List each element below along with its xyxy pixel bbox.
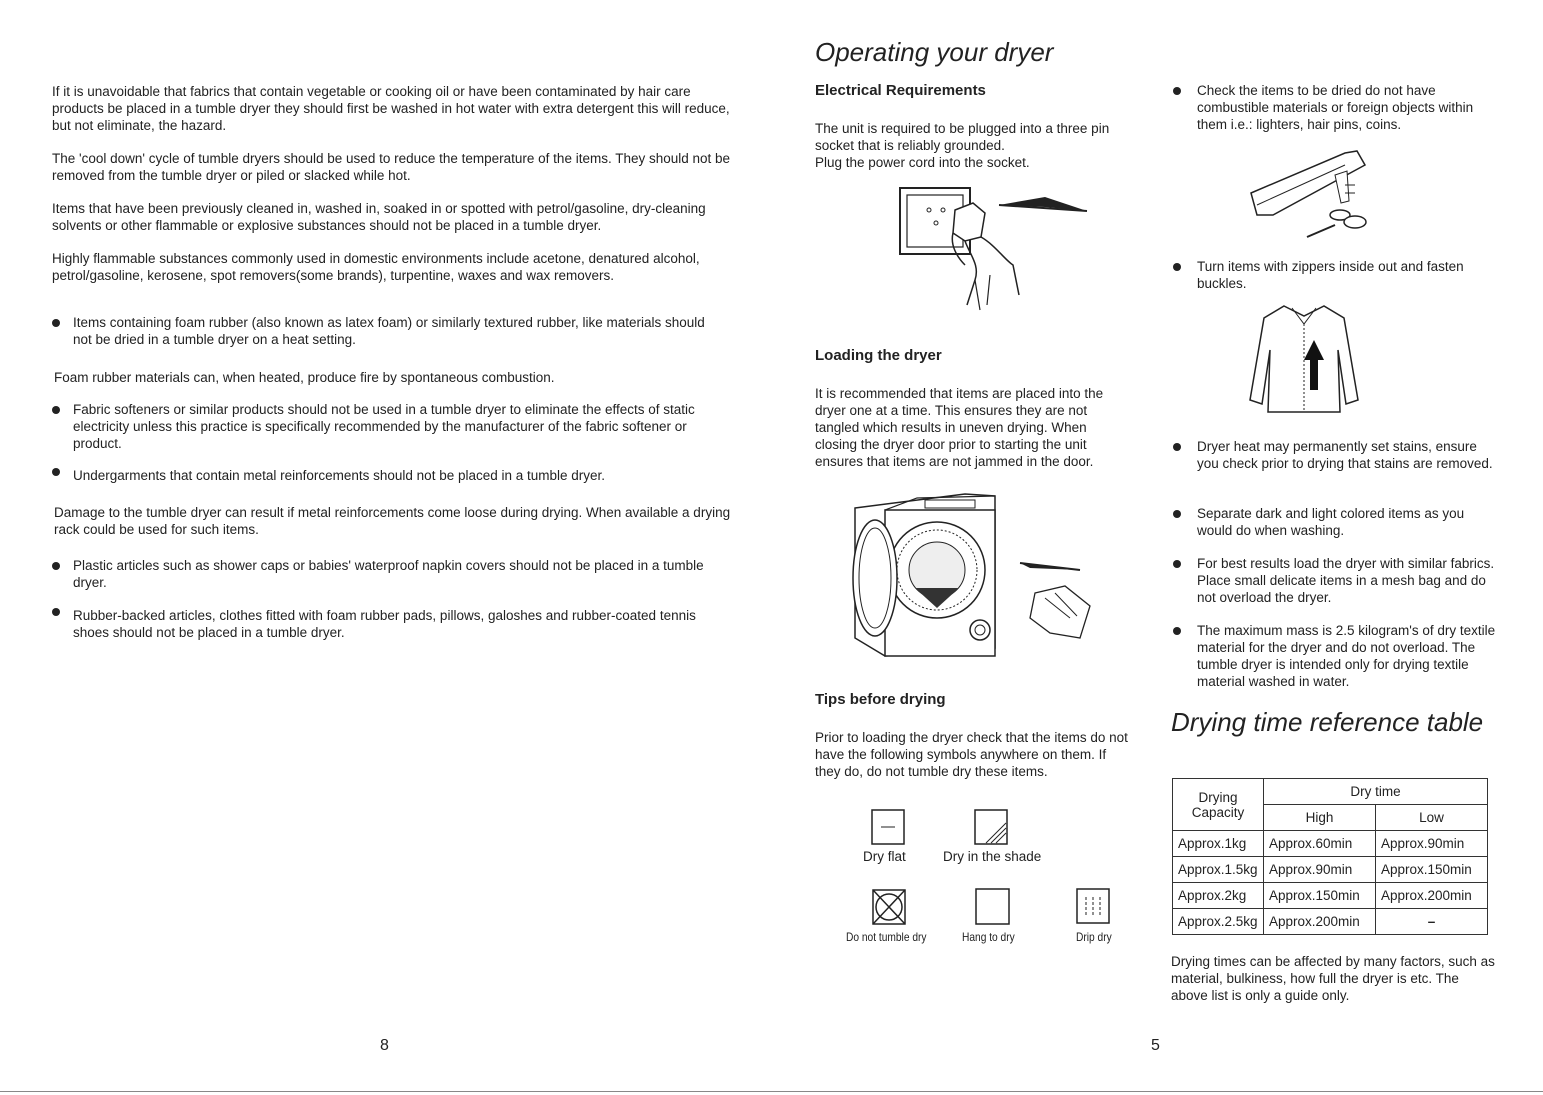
right-page-number: 5 [1151,1037,1160,1054]
note-metal-reinforcements: Damage to the tumble dryer can result if metal reinforcements come loose during drying. When available a drying rack could be used for such items. [54,505,731,537]
electrical-heading: Electrical Requirements [815,82,986,99]
table-row: Approx.1kg Approx.60min Approx.90min [1173,831,1488,857]
bullet-check-items: Check the items to be dried do not have combustible materials or foreign objects within them i.e.: lighters, hair pins, coins. [1173,82,1493,133]
table-row: Approx.2kg Approx.150min Approx.200min [1173,883,1488,909]
bullet-stains: Dryer heat may permanently set stains, ensure you check prior to drying that stains are removed. [1173,438,1493,489]
bullet-dot-icon [1173,560,1181,568]
note-foam-rubber: Foam rubber materials can, when heated, produce fire by spontaneous combustion. [54,370,555,385]
header-dry-time: Dry time [1264,779,1488,805]
dryer-loading-illustration [845,488,1100,663]
bullet-dot-icon [52,468,60,476]
table-row: Approx.2.5kg Approx.200min – [1173,909,1488,935]
bullet-separate-colors: Separate dark and light colored items as you would do when washing. [1173,505,1493,539]
electrical-text-plug: Plug the power cord into the socket. [815,155,1030,170]
header-low: Low [1376,805,1488,831]
hang-to-dry-label: Hang to dry [962,930,1015,944]
bullet-dot-icon [1173,263,1181,271]
bullet-dot-icon [52,406,60,414]
left-page-number: 8 [380,1037,389,1054]
table-row: Approx.1.5kg Approx.90min Approx.150min [1173,857,1488,883]
table-title: Drying time reference table [1171,707,1484,737]
bullet-plastic-articles: Plastic articles such as shower caps or babies' waterproof napkin covers should not be placed in a tumble dryer. [52,557,732,591]
bullet-zippers: Turn items with zippers inside out and fasten buckles. [1173,258,1493,292]
left-paragraph-flammable: Highly flammable substances commonly used in domestic environments include acetone, denatured alcohol, petrol/gasoline, kerosene, spot removers(some brands), turpentine, waxes and wax removers. [52,251,700,283]
left-paragraph-oil: If it is unavoidable that fabrics that contain vegetable or cooking oil or have been contaminated by hair care products be placed in a tumble dryer they should first be washed in hot water with extra detergent this will reduce, but not eliminate, the hazard. [52,84,730,133]
page-title: Operating your dryer [815,37,1054,67]
do-not-tumble-dry-label: Do not tumble dry [846,930,927,944]
bullet-dot-icon [1173,443,1181,451]
left-paragraph-cool-down: The 'cool down' cycle of tumble dryers should be used to reduce the temperature of the items. They should not be removed from the tumble dryer or piled or slacked while hot. [52,151,731,183]
dry-flat-label: Dry flat [863,849,906,864]
bullet-dot-icon [52,319,60,327]
bullet-best-results: For best results load the dryer with similar fabrics. Place small delicate items in a mesh bag and do not overload the dryer. [1173,555,1503,606]
bullet-rubber-backed: Rubber-backed articles, clothes fitted with foam rubber pads, pillows, galoshes and rubber-coated tennis shoes should not be placed in a tumble dryer. [52,607,742,641]
bullet-dot-icon [52,562,60,570]
pocket-objects-illustration [1245,145,1375,245]
page-bottom-rule [0,1091,1543,1092]
left-paragraph-solvents: Items that have been previously cleaned in, washed in, soaked in or spotted with petrol/gasoline, dry-cleaning solvents or other flammable or explosive substances should not be placed in a tumble dryer. [52,201,706,233]
bullet-fabric-softeners: Fabric softeners or similar products should not be used in a tumble dryer to eliminate the effects of static electricity unless this practice is specifically recommended by the manufacturer of the fabric softener or product. [52,401,742,452]
bullet-undergarments: Undergarments that contain metal reinforcements should not be placed in a tumble dryer. [52,467,732,484]
loading-heading: Loading the dryer [815,347,942,364]
dry-in-shade-symbol-icon [974,809,1008,845]
drip-dry-label: Drip dry [1076,930,1112,944]
tips-heading: Tips before drying [815,691,946,708]
hang-to-dry-symbol-icon [975,888,1010,926]
dry-flat-symbol-icon [871,809,905,845]
bullet-dot-icon [1173,510,1181,518]
dry-in-shade-label: Dry in the shade [943,849,1042,864]
tips-text: Prior to loading the dryer check that the items do not have the following symbols anywhere on them. If they do, do not tumble dry these items. [815,730,1128,779]
loading-text: It is recommended that items are placed into the dryer one at a time. This ensures they are not tangled which results in uneven drying. When closing the dryer door prior to starting the unit ensures that items are not jammed in the door. [815,386,1104,469]
electrical-text: The unit is required to be plugged into a three pin socket that is reliably grounded. [815,121,1110,153]
plug-socket-illustration [895,185,1095,315]
bullet-maximum-mass: The maximum mass is 2.5 kilogram's of dry textile material for the dryer and do not overload. The tumble dryer is intended only for drying textile material washed in water. [1173,622,1503,690]
bullet-foam-rubber: Items containing foam rubber (also known as latex foam) or similarly textured rubber, like materials should not be dried in a tumble dryer on a heat setting. [52,314,732,348]
do-not-tumble-dry-symbol-icon [871,888,907,926]
drip-dry-symbol-icon [1076,888,1110,924]
header-capacity: Drying Capacity [1173,779,1264,831]
bullet-dot-icon [1173,627,1181,635]
table-footnote: Drying times can be affected by many factors, such as material, bulkiness, how full the dryer is etc. The above list is only a guide only. [1171,954,1495,1003]
bullet-dot-icon [1173,87,1181,95]
shirt-zipper-illustration [1244,300,1364,416]
drying-time-table [1172,778,1488,935]
header-high: High [1264,805,1376,831]
bullet-dot-icon [52,608,60,616]
